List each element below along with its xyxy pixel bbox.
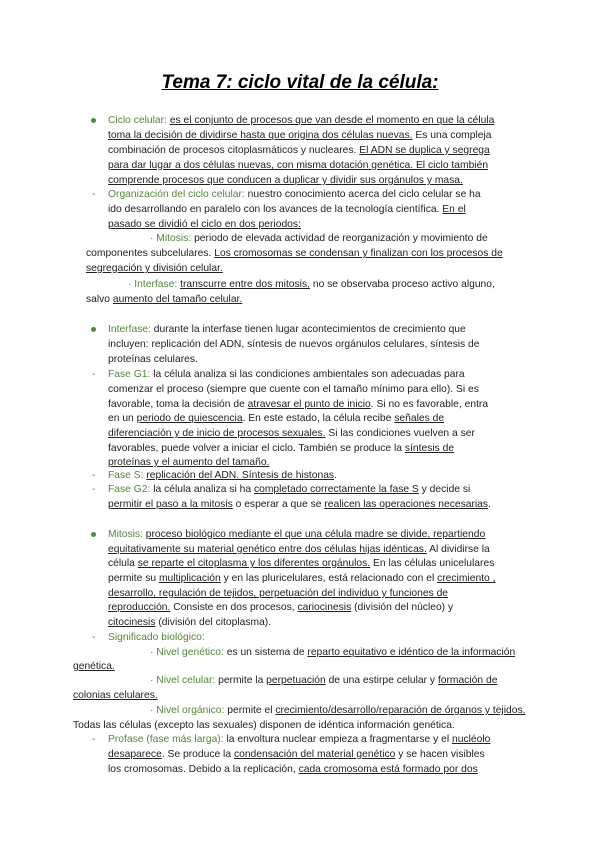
underlined-text: reparto equitativo e idéntico de la información	[307, 647, 516, 658]
text-segment: .	[334, 470, 337, 481]
underlined-text: formación de	[437, 675, 498, 686]
text-line	[108, 528, 485, 541]
text-segment: comenzar el proceso (siempre que cuente con el tamaño mínimo para ello). Si es	[108, 384, 479, 395]
text-line	[108, 159, 488, 172]
underlined-text: para dar lugar a dos células nuevas, con misma dotación genética. El ciclo también	[108, 160, 489, 171]
dash-marker-icon: -	[92, 369, 96, 380]
text-line	[86, 293, 242, 306]
text-line	[73, 719, 455, 732]
underlined-text: El ADN se duplica y segrega	[359, 145, 490, 156]
text-line	[108, 368, 465, 381]
text-segment: no se observaba proceso activo alguno,	[309, 279, 495, 290]
text-line	[108, 557, 494, 570]
text-line	[108, 543, 490, 556]
text-segment: permite la	[218, 675, 267, 686]
text-line	[150, 674, 497, 687]
page-title: Tema 7: ciclo vital de la célula:	[161, 72, 439, 93]
text-line	[86, 247, 503, 260]
bullet-dot-icon	[91, 118, 96, 123]
dash-marker-icon: -	[92, 632, 96, 643]
text-segment: proteínas celulares.	[108, 354, 198, 365]
underlined-text: Los cromosomas se condensan y finalizan con los procesos de	[214, 248, 503, 259]
text-line	[108, 338, 479, 351]
text-segment: permite el	[227, 705, 276, 716]
text-segment: permite su	[108, 573, 159, 584]
dash-marker-icon: -	[92, 470, 96, 481]
text-line	[108, 144, 490, 157]
text-segment: y se hacen visibles	[395, 749, 485, 760]
text-segment: Todas las células (excepto las sexuales) disponen de idéntica información genética.	[73, 720, 455, 731]
green-label: Ciclo celular:	[108, 115, 170, 126]
text-segment: Consiste en dos procesos,	[170, 602, 298, 613]
text-line	[108, 733, 490, 746]
text-segment: . En este estado, la célula recibe	[242, 413, 395, 424]
text-line	[108, 174, 463, 187]
underlined-text: multiplicación	[158, 573, 221, 584]
text-line	[108, 587, 448, 600]
text-segment: En las células unicelulares	[370, 558, 495, 569]
green-label: · Mitosis:	[150, 233, 195, 244]
underlined-text: permitir el paso a la mitosis	[108, 499, 233, 510]
text-segment: periodo de elevada actividad de reorganización y movimiento de	[194, 233, 488, 244]
text-line	[108, 323, 466, 336]
underlined-text: atravesar el punto de inicio	[247, 399, 371, 410]
text-segment: ido desarrollando en paralelo con los avances de la tecnología científica.	[108, 204, 443, 215]
text-segment: los cromosomas. Debido a la replicación,	[108, 764, 299, 775]
underlined-text: nucléolo	[451, 734, 491, 745]
text-segment: Es una compleja	[412, 130, 492, 141]
underlined-text: comprende procesos que conducen a duplicar y dividir sus orgánulos y masa.	[108, 175, 463, 186]
underlined-text: citocinesis	[108, 617, 156, 628]
text-line	[108, 456, 269, 469]
text-segment: en un	[108, 413, 137, 424]
underlined-text: es el conjunto de procesos que van desde el momento en que la célula	[169, 115, 495, 126]
text-line	[108, 383, 479, 396]
text-segment: la célula analiza si las condiciones ambientales son adecuadas para	[153, 369, 465, 380]
text-segment: durante la interfase tienen lugar acontecimientos de crecimiento que	[153, 324, 466, 335]
green-label: Significado biológico:	[108, 632, 205, 643]
text-segment: célula	[108, 558, 138, 569]
underlined-text: toma la decisión de dividirse hasta que origina dos células nuevas.	[108, 130, 413, 141]
underlined-text: En el	[442, 204, 466, 215]
text-line	[108, 203, 466, 216]
text-line	[108, 631, 205, 644]
text-line	[108, 469, 337, 482]
green-label: Fase S:	[108, 470, 147, 481]
underlined-text: reproducción.	[108, 602, 171, 613]
text-line	[108, 218, 301, 231]
text-line	[108, 427, 475, 440]
green-label: · Nivel celular:	[150, 675, 219, 686]
text-line	[108, 188, 481, 201]
text-segment: la envoltura nuclear empieza a fragmentarse y el	[226, 734, 452, 745]
underlined-text: señales de	[394, 413, 445, 424]
green-label: Interfase:	[108, 324, 154, 335]
underlined-text: realicen las operaciones necesarias	[324, 499, 489, 510]
underlined-text: periodo de quiescencia	[136, 413, 243, 424]
text-line	[108, 398, 488, 411]
text-segment: incluyen: replicación del ADN, síntesis de nuevos orgánulos celulares, síntesis de	[108, 339, 480, 350]
text-line	[108, 483, 470, 496]
underlined-text: crecimiento ,	[437, 573, 496, 584]
underlined-text: crecimiento/desarrollo/reparación de órganos y tejidos.	[275, 705, 526, 716]
text-line	[73, 660, 115, 673]
text-segment: o esperar a que se	[232, 499, 325, 510]
text-line	[108, 412, 444, 425]
green-label: Profase (fase más larga):	[108, 734, 227, 745]
text-segment: y decide si	[418, 484, 471, 495]
underlined-text: pasado se dividió el ciclo en dos periodos:	[108, 219, 301, 230]
underlined-text: cariocinesis	[297, 602, 352, 613]
text-line	[108, 498, 491, 511]
underlined-text: aumento del tamaño celular.	[112, 294, 243, 305]
underlined-text: desaparece	[108, 749, 162, 760]
underlined-text: condensación del material genético	[233, 749, 396, 760]
text-segment: (división del núcleo) y	[351, 602, 454, 613]
text-line	[128, 278, 495, 291]
text-line	[108, 129, 492, 142]
green-label: Fase G1:	[108, 369, 154, 380]
underlined-text: colonias celulares.	[73, 690, 158, 701]
underlined-text: completado correctamente la fase S	[253, 484, 419, 495]
text-segment: favorable, toma la decisión de	[108, 399, 248, 410]
dash-marker-icon: -	[92, 734, 96, 745]
text-line	[108, 442, 454, 455]
text-segment: de una estirpe celular y	[325, 675, 438, 686]
underlined-text: cada cromosoma está formado por dos	[298, 764, 478, 775]
green-label: · Nivel genético:	[150, 647, 227, 658]
text-line	[73, 689, 158, 702]
green-label: Mitosis:	[108, 529, 146, 540]
text-segment: . Se produce la	[161, 749, 234, 760]
underlined-text: perpetuación	[266, 675, 326, 686]
text-segment: nuestro conocimiento acerca del ciclo celular se ha	[247, 189, 481, 200]
dash-marker-icon: -	[92, 189, 96, 200]
text-line	[150, 646, 515, 659]
underlined-text: diferenciación y de inicio de procesos sexuales.	[108, 428, 326, 439]
underlined-text: proteínas y el aumento del tamaño.	[108, 457, 270, 468]
underlined-text: replicación del ADN. Síntesis de histonas	[146, 470, 335, 481]
text-segment: Si las condiciones vuelven a ser	[325, 428, 475, 439]
text-segment: componentes subcelulares.	[86, 248, 215, 259]
text-line	[108, 601, 453, 614]
text-segment: favorables, puede volver a iniciar el ciclo. También se produce la	[108, 443, 405, 454]
text-segment: combinación de procesos citoplasmáticos y nucleares.	[108, 145, 360, 156]
text-line	[108, 353, 198, 366]
text-segment: la célula analiza si ha	[153, 484, 254, 495]
underlined-text: desarrollo, regulación de tejidos, perpetuación del individuo y funciones de	[108, 588, 449, 599]
green-label: · Interfase:	[128, 279, 181, 290]
underlined-text: se reparte el citoplasma y los diferentes orgánulos.	[137, 558, 371, 569]
text-segment: .	[488, 499, 491, 510]
green-label: Organización del ciclo celular:	[108, 189, 248, 200]
text-segment: es un sistema de	[226, 647, 308, 658]
text-line	[108, 748, 485, 761]
underlined-text: síntesis de	[404, 443, 455, 454]
dash-marker-icon: -	[92, 484, 96, 495]
underlined-text: genética.	[73, 661, 115, 672]
text-line	[150, 704, 525, 717]
text-line	[150, 232, 488, 245]
text-line	[108, 763, 478, 776]
underlined-text: transcurre entre dos mitosis,	[180, 279, 310, 290]
text-line	[86, 262, 223, 275]
text-segment: . Si no es favorable, entra	[370, 399, 489, 410]
text-line	[108, 114, 494, 127]
green-label: · Nivel orgánico:	[150, 705, 228, 716]
underlined-text: proceso biológico mediante el que una célula madre se divide, repartiendo	[145, 529, 486, 540]
text-segment: y en las pluricelulares, está relacionado con el	[220, 573, 438, 584]
underlined-text: equitativamente su material genético entre dos células hijas idénticas.	[108, 544, 427, 555]
green-label: Fase G2:	[108, 484, 154, 495]
bullet-dot-icon	[91, 327, 96, 332]
bullet-dot-icon	[91, 532, 96, 537]
underlined-text: segregación y división celular.	[86, 263, 223, 274]
text-segment: (división del citoplasma).	[155, 617, 272, 628]
text-segment: salvo	[86, 294, 113, 305]
text-line	[108, 572, 495, 585]
text-line	[108, 616, 271, 629]
text-segment: Al dividirse la	[426, 544, 490, 555]
